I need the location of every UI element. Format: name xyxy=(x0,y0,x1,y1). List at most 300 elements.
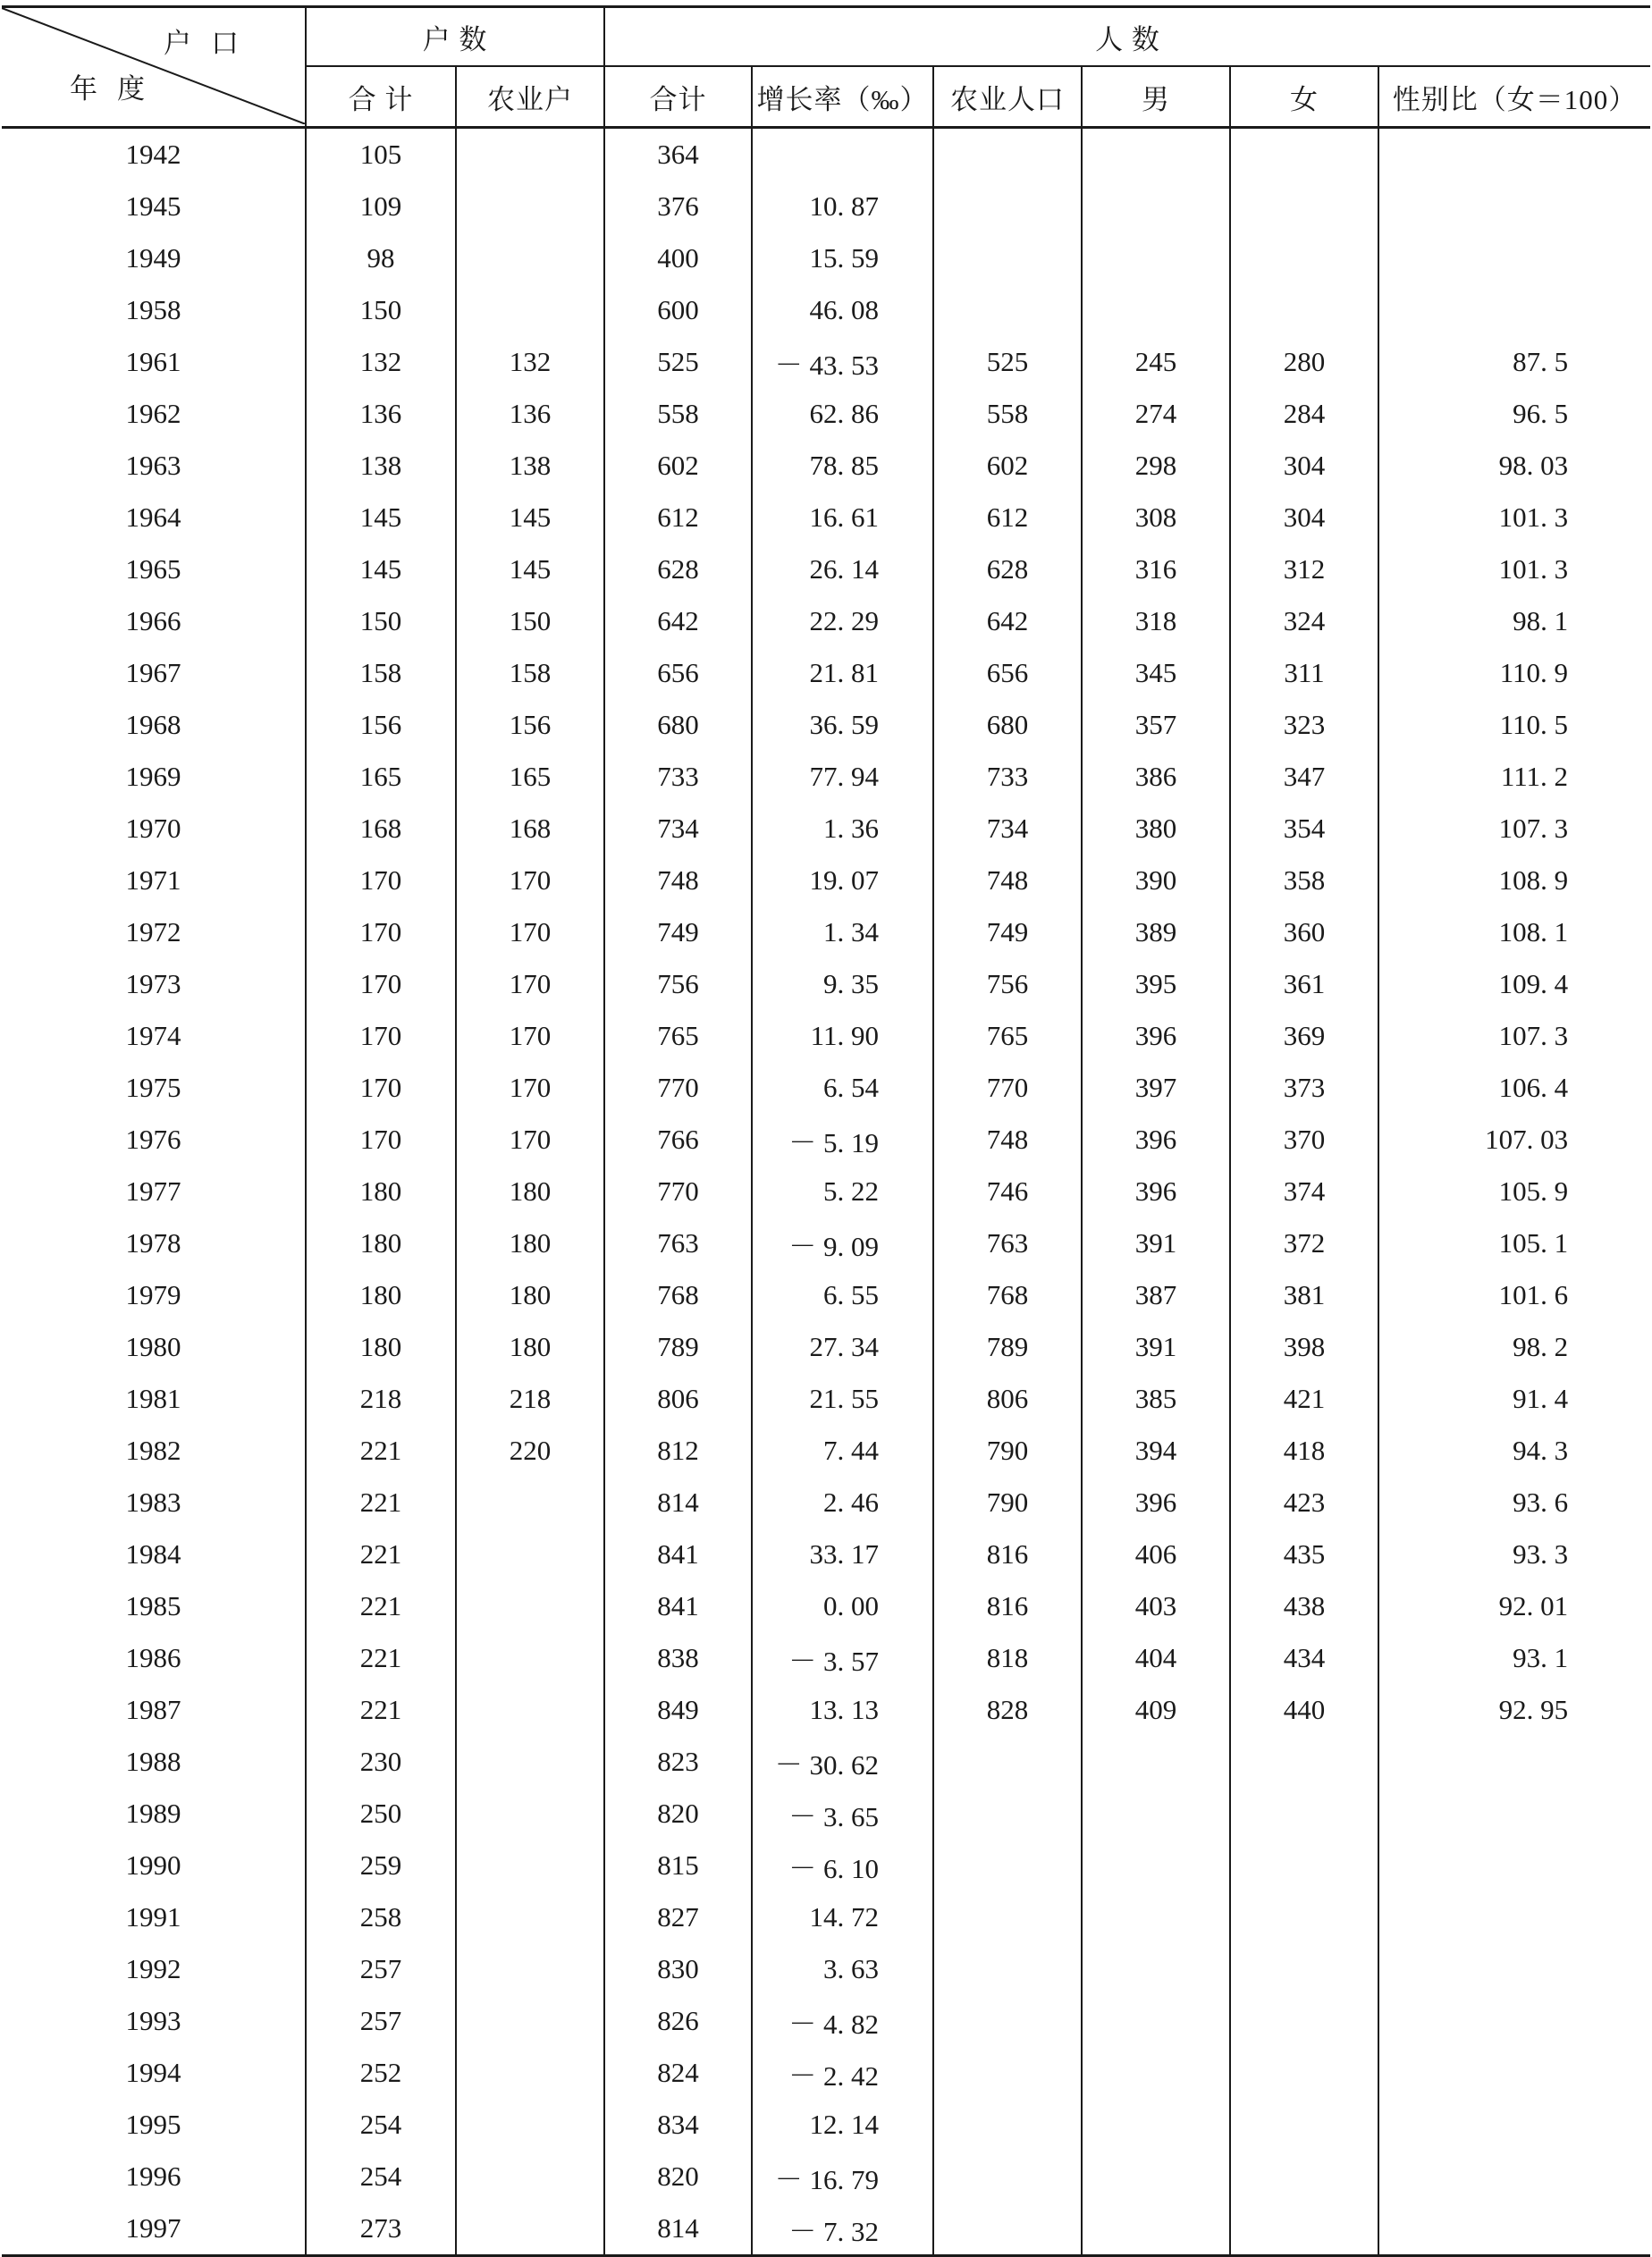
cell-year: 1997 xyxy=(2,2202,306,2256)
cell-growth-rate: 27. 34 xyxy=(752,1321,933,1373)
table-row xyxy=(2,1891,1650,1943)
cell-female: 312 xyxy=(1230,543,1378,595)
cell-agri-pop xyxy=(933,284,1082,336)
cell-households-agri: 180 xyxy=(456,1269,604,1321)
cell-female xyxy=(1230,1943,1378,1995)
cell-households-agri xyxy=(456,1684,604,1736)
cell-growth-rate: － 3. 65 xyxy=(752,1788,933,1840)
cell-pop-total: 814 xyxy=(604,1477,752,1529)
cell-agri-pop: 733 xyxy=(933,751,1082,803)
cell-growth-rate: － 43. 53 xyxy=(752,336,933,388)
cell-male: 397 xyxy=(1082,1062,1230,1114)
cell-pop-total: 789 xyxy=(604,1321,752,1373)
households-group-header: 户 数 xyxy=(306,7,604,67)
cell-agri-pop: 763 xyxy=(933,1217,1082,1269)
cell-sex-ratio: 107. 3 xyxy=(1378,803,1650,855)
cell-pop-total: 680 xyxy=(604,699,752,751)
cell-female: 304 xyxy=(1230,492,1378,543)
cell-agri-pop: 768 xyxy=(933,1269,1082,1321)
cell-agri-pop: 818 xyxy=(933,1632,1082,1684)
cell-agri-pop xyxy=(933,2151,1082,2202)
cell-pop-total: 642 xyxy=(604,595,752,647)
cell-female xyxy=(1230,1788,1378,1840)
cell-households-agri xyxy=(456,2099,604,2151)
cell-female xyxy=(1230,1891,1378,1943)
cell-agri-pop: 680 xyxy=(933,699,1082,751)
cell-female: 438 xyxy=(1230,1580,1378,1632)
cell-pop-total: 830 xyxy=(604,1943,752,1995)
cell-female xyxy=(1230,181,1378,232)
cell-sex-ratio: 110. 5 xyxy=(1378,699,1650,751)
cell-households-total: 136 xyxy=(306,388,456,440)
cell-year: 1971 xyxy=(125,864,181,896)
cell-households-agri: 220 xyxy=(456,1425,604,1477)
cell-households-agri: 132 xyxy=(456,336,604,388)
cell-male xyxy=(1082,181,1230,232)
table-row xyxy=(2,1373,1650,1425)
cell-sex-ratio xyxy=(1378,1943,1650,1995)
cell-pop-total: 734 xyxy=(604,803,752,855)
cell-sex-ratio: 101. 6 xyxy=(1378,1269,1650,1321)
cell-growth-rate: 5. 22 xyxy=(752,1166,933,1217)
cell-year: 1975 xyxy=(125,1072,181,1103)
cell-year: 1972 xyxy=(125,916,181,947)
cell-households-total: 170 xyxy=(306,906,456,958)
cell-pop-total: 841 xyxy=(604,1580,752,1632)
cell-households-agri xyxy=(456,232,604,284)
col-growth-rate: 增长率（‰） xyxy=(752,66,933,128)
cell-households-total: 254 xyxy=(306,2099,456,2151)
table-row xyxy=(2,1580,1650,1632)
cell-growth-rate: － 3. 57 xyxy=(752,1632,933,1684)
cell-pop-total: 815 xyxy=(604,1840,752,1891)
cell-female: 280 xyxy=(1230,336,1378,388)
cell-growth-rate: 16. 61 xyxy=(752,492,933,543)
cell-sex-ratio: 107. 03 xyxy=(1378,1114,1650,1166)
cell-year: 1978 xyxy=(125,1227,181,1259)
cell-male: 391 xyxy=(1082,1321,1230,1373)
cell-sex-ratio: 87. 5 xyxy=(1378,336,1650,388)
cell-agri-pop: 765 xyxy=(933,1010,1082,1062)
cell-year: 1994 xyxy=(125,2057,181,2088)
cell-male: 390 xyxy=(1082,855,1230,906)
cell-growth-rate: 6. 54 xyxy=(752,1062,933,1114)
cell-sex-ratio: 98. 1 xyxy=(1378,595,1650,647)
cell-pop-total: 733 xyxy=(604,751,752,803)
cell-female: 347 xyxy=(1230,751,1378,803)
cell-female: 423 xyxy=(1230,1477,1378,1529)
cell-growth-rate: 33. 17 xyxy=(752,1529,933,1580)
cell-pop-total: 806 xyxy=(604,1373,752,1425)
table-row xyxy=(2,855,1650,906)
cell-year: 1992 xyxy=(125,1953,181,1984)
cell-households-agri: 145 xyxy=(456,543,604,595)
cell-male xyxy=(1082,1788,1230,1840)
cell-growth-rate: 26. 14 xyxy=(752,543,933,595)
cell-year: 1961 xyxy=(125,346,181,377)
cell-male xyxy=(1082,2151,1230,2202)
cell-pop-total: 823 xyxy=(604,1736,752,1788)
cell-year: 1949 xyxy=(125,242,181,274)
table-row xyxy=(2,647,1650,699)
cell-male: 391 xyxy=(1082,1217,1230,1269)
cell-sex-ratio xyxy=(1378,2202,1650,2256)
cell-agri-pop: 656 xyxy=(933,647,1082,699)
table-row xyxy=(2,1114,1650,1166)
cell-female: 381 xyxy=(1230,1269,1378,1321)
table-row xyxy=(2,2047,1650,2099)
cell-female xyxy=(1230,284,1378,336)
table-row xyxy=(2,1943,1650,1995)
cell-year: 1991 xyxy=(125,1901,181,1933)
table-row xyxy=(2,181,1650,232)
cell-pop-total: 770 xyxy=(604,1166,752,1217)
cell-male xyxy=(1082,1943,1230,1995)
cell-agri-pop xyxy=(933,232,1082,284)
cell-sex-ratio: 108. 9 xyxy=(1378,855,1650,906)
cell-agri-pop: 790 xyxy=(933,1425,1082,1477)
cell-households-agri: 156 xyxy=(456,699,604,751)
cell-year: 1969 xyxy=(125,761,181,792)
cell-households-total: 170 xyxy=(306,1010,456,1062)
table-row xyxy=(2,1062,1650,1114)
cell-year: 1964 xyxy=(125,501,181,533)
cell-households-total: 218 xyxy=(306,1373,456,1425)
cell-year: 1945 xyxy=(125,190,181,222)
cell-households-agri: 145 xyxy=(456,492,604,543)
cell-growth-rate: － 30. 62 xyxy=(752,1736,933,1788)
cell-male xyxy=(1082,2047,1230,2099)
cell-pop-total: 827 xyxy=(604,1891,752,1943)
cell-households-agri xyxy=(456,1632,604,1684)
cell-households-total: 145 xyxy=(306,543,456,595)
cell-growth-rate: 6. 55 xyxy=(752,1269,933,1321)
cell-year: 1974 xyxy=(125,1020,181,1051)
cell-sex-ratio xyxy=(1378,128,1650,181)
cell-agri-pop: 748 xyxy=(933,1114,1082,1166)
cell-pop-total: 766 xyxy=(604,1114,752,1166)
cell-households-agri: 170 xyxy=(456,958,604,1010)
cell-households-agri: 158 xyxy=(456,647,604,699)
cell-sex-ratio xyxy=(1378,181,1650,232)
cell-households-total: 250 xyxy=(306,1788,456,1840)
cell-agri-pop: 756 xyxy=(933,958,1082,1010)
cell-growth-rate: 11. 90 xyxy=(752,1010,933,1062)
cell-year: 1962 xyxy=(125,398,181,429)
cell-year: 1942 xyxy=(125,139,181,170)
cell-growth-rate: － 2. 42 xyxy=(752,2047,933,2099)
cell-year: 1993 xyxy=(125,2005,181,2036)
cell-year: 1979 xyxy=(125,1279,181,1310)
cell-sex-ratio: 98. 03 xyxy=(1378,440,1650,492)
cell-growth-rate: － 5. 19 xyxy=(752,1114,933,1166)
population-household-table xyxy=(2,5,1650,2257)
cell-year: 1963 xyxy=(125,450,181,481)
cell-growth-rate: 14. 72 xyxy=(752,1891,933,1943)
cell-households-total: 259 xyxy=(306,1840,456,1891)
cell-agri-pop: 790 xyxy=(933,1477,1082,1529)
cell-male: 389 xyxy=(1082,906,1230,958)
cell-sex-ratio: 94. 3 xyxy=(1378,1425,1650,1477)
cell-female: 421 xyxy=(1230,1373,1378,1425)
cell-growth-rate: 3. 63 xyxy=(752,1943,933,1995)
cell-growth-rate: 7. 44 xyxy=(752,1425,933,1477)
cell-sex-ratio: 106. 4 xyxy=(1378,1062,1650,1114)
cell-year: 1984 xyxy=(125,1538,181,1570)
cell-male: 404 xyxy=(1082,1632,1230,1684)
cell-sex-ratio: 91. 4 xyxy=(1378,1373,1650,1425)
cell-households-agri: 138 xyxy=(456,440,604,492)
cell-pop-total: 820 xyxy=(604,2151,752,2202)
cell-female: 434 xyxy=(1230,1632,1378,1684)
cell-households-agri xyxy=(456,1840,604,1891)
cell-pop-total: 824 xyxy=(604,2047,752,2099)
cell-households-total: 257 xyxy=(306,1943,456,1995)
cell-households-total: 132 xyxy=(306,336,456,388)
col-male: 男 xyxy=(1082,66,1230,128)
cell-households-agri: 136 xyxy=(456,388,604,440)
cell-year: 1966 xyxy=(125,605,181,636)
cell-agri-pop: 602 xyxy=(933,440,1082,492)
cell-female: 323 xyxy=(1230,699,1378,751)
cell-female xyxy=(1230,2099,1378,2151)
cell-female: 435 xyxy=(1230,1529,1378,1580)
cell-male: 274 xyxy=(1082,388,1230,440)
cell-sex-ratio: 107. 3 xyxy=(1378,1010,1650,1062)
cell-sex-ratio: 98. 2 xyxy=(1378,1321,1650,1373)
cell-agri-pop: 746 xyxy=(933,1166,1082,1217)
cell-pop-total: 628 xyxy=(604,543,752,595)
cell-households-total: 221 xyxy=(306,1632,456,1684)
table-row xyxy=(2,751,1650,803)
cell-sex-ratio xyxy=(1378,284,1650,336)
cell-sex-ratio: 93. 6 xyxy=(1378,1477,1650,1529)
cell-pop-total: 841 xyxy=(604,1529,752,1580)
cell-female xyxy=(1230,1840,1378,1891)
cell-households-agri: 218 xyxy=(456,1373,604,1425)
cell-households-agri xyxy=(456,1891,604,1943)
table-row xyxy=(2,595,1650,647)
table-row xyxy=(2,336,1650,388)
cell-households-agri: 180 xyxy=(456,1217,604,1269)
cell-growth-rate: 19. 07 xyxy=(752,855,933,906)
table-row xyxy=(2,1166,1650,1217)
cell-sex-ratio: 110. 9 xyxy=(1378,647,1650,699)
cell-growth-rate: 62. 86 xyxy=(752,388,933,440)
cell-year: 1965 xyxy=(125,553,181,585)
cell-pop-total: 814 xyxy=(604,2202,752,2256)
col-sex-ratio: 性别比（女＝100） xyxy=(1378,66,1650,128)
cell-male: 316 xyxy=(1082,543,1230,595)
cell-pop-total: 525 xyxy=(604,336,752,388)
cell-growth-rate: 46. 08 xyxy=(752,284,933,336)
cell-agri-pop xyxy=(933,1840,1082,1891)
cell-households-total: 170 xyxy=(306,958,456,1010)
cell-year: 1982 xyxy=(125,1435,181,1466)
cell-pop-total: 558 xyxy=(604,388,752,440)
cell-growth-rate: 22. 29 xyxy=(752,595,933,647)
cell-agri-pop xyxy=(933,128,1082,181)
cell-agri-pop: 806 xyxy=(933,1373,1082,1425)
cell-male: 298 xyxy=(1082,440,1230,492)
cell-male: 380 xyxy=(1082,803,1230,855)
cell-male: 245 xyxy=(1082,336,1230,388)
cell-sex-ratio: 109. 4 xyxy=(1378,958,1650,1010)
cell-pop-total: 849 xyxy=(604,1684,752,1736)
cell-households-agri xyxy=(456,2151,604,2202)
cell-pop-total: 820 xyxy=(604,1788,752,1840)
cell-pop-total: 768 xyxy=(604,1269,752,1321)
cell-agri-pop: 770 xyxy=(933,1062,1082,1114)
cell-households-total: 221 xyxy=(306,1425,456,1477)
cell-sex-ratio: 92. 01 xyxy=(1378,1580,1650,1632)
cell-male: 394 xyxy=(1082,1425,1230,1477)
cell-sex-ratio: 101. 3 xyxy=(1378,543,1650,595)
cell-female: 374 xyxy=(1230,1166,1378,1217)
cell-pop-total: 364 xyxy=(604,128,752,181)
cell-pop-total: 600 xyxy=(604,284,752,336)
cell-pop-total: 612 xyxy=(604,492,752,543)
table-body xyxy=(2,128,1650,2256)
cell-growth-rate: 1. 36 xyxy=(752,803,933,855)
cell-households-total: 168 xyxy=(306,803,456,855)
cell-households-agri xyxy=(456,2202,604,2256)
cell-female: 304 xyxy=(1230,440,1378,492)
population-group-header: 人 数 xyxy=(604,7,1650,67)
cell-pop-total: 826 xyxy=(604,1995,752,2047)
cell-year: 1981 xyxy=(125,1383,181,1414)
cell-agri-pop xyxy=(933,2047,1082,2099)
cell-sex-ratio: 96. 5 xyxy=(1378,388,1650,440)
cell-female: 372 xyxy=(1230,1217,1378,1269)
corner-label-households: 户口 xyxy=(164,28,258,59)
cell-female: 311 xyxy=(1230,647,1378,699)
cell-agri-pop: 642 xyxy=(933,595,1082,647)
cell-male: 403 xyxy=(1082,1580,1230,1632)
cell-pop-total: 838 xyxy=(604,1632,752,1684)
table-row xyxy=(2,1840,1650,1891)
cell-households-total: 165 xyxy=(306,751,456,803)
cell-female xyxy=(1230,1995,1378,2047)
cell-sex-ratio: 105. 9 xyxy=(1378,1166,1650,1217)
cell-female: 370 xyxy=(1230,1114,1378,1166)
cell-sex-ratio: 105. 1 xyxy=(1378,1217,1650,1269)
cell-growth-rate: 9. 35 xyxy=(752,958,933,1010)
cell-male: 386 xyxy=(1082,751,1230,803)
cell-female: 369 xyxy=(1230,1010,1378,1062)
cell-agri-pop xyxy=(933,181,1082,232)
cell-households-total: 170 xyxy=(306,855,456,906)
cell-female: 354 xyxy=(1230,803,1378,855)
cell-households-total: 180 xyxy=(306,1321,456,1373)
cell-households-total: 98 xyxy=(306,232,456,284)
cell-male: 396 xyxy=(1082,1114,1230,1166)
cell-households-agri xyxy=(456,181,604,232)
cell-households-agri xyxy=(456,1736,604,1788)
cell-households-agri xyxy=(456,1477,604,1529)
cell-agri-pop xyxy=(933,2202,1082,2256)
cell-households-total: 221 xyxy=(306,1529,456,1580)
cell-agri-pop: 816 xyxy=(933,1580,1082,1632)
cell-female: 358 xyxy=(1230,855,1378,906)
corner-label-year: 年度 xyxy=(70,73,164,105)
cell-female xyxy=(1230,128,1378,181)
cell-growth-rate: 13. 13 xyxy=(752,1684,933,1736)
cell-growth-rate: 12. 14 xyxy=(752,2099,933,2151)
table-row xyxy=(2,1995,1650,2047)
cell-agri-pop xyxy=(933,1995,1082,2047)
cell-male: 385 xyxy=(1082,1373,1230,1425)
table-row xyxy=(2,1632,1650,1684)
cell-households-agri xyxy=(456,1529,604,1580)
cell-households-total: 221 xyxy=(306,1477,456,1529)
cell-sex-ratio xyxy=(1378,1788,1650,1840)
cell-households-total: 150 xyxy=(306,284,456,336)
col-pop-total: 合计 xyxy=(604,66,752,128)
cell-households-total: 170 xyxy=(306,1062,456,1114)
cell-female: 398 xyxy=(1230,1321,1378,1373)
cell-households-agri xyxy=(456,1788,604,1840)
cell-pop-total: 749 xyxy=(604,906,752,958)
table-row xyxy=(2,1477,1650,1529)
cell-male xyxy=(1082,1995,1230,2047)
table-row xyxy=(2,492,1650,543)
cell-male xyxy=(1082,2202,1230,2256)
cell-female xyxy=(1230,2202,1378,2256)
cell-pop-total: 763 xyxy=(604,1217,752,1269)
cell-sex-ratio: 93. 1 xyxy=(1378,1632,1650,1684)
cell-households-total: 105 xyxy=(306,128,456,181)
cell-households-agri xyxy=(456,284,604,336)
cell-households-agri: 180 xyxy=(456,1321,604,1373)
col-agri-pop: 农业人口 xyxy=(933,66,1082,128)
cell-female: 373 xyxy=(1230,1062,1378,1114)
table-row xyxy=(2,699,1650,751)
cell-year: 1987 xyxy=(125,1694,181,1725)
cell-year: 1980 xyxy=(125,1331,181,1362)
cell-female: 324 xyxy=(1230,595,1378,647)
cell-growth-rate: 21. 81 xyxy=(752,647,933,699)
cell-households-agri: 170 xyxy=(456,1010,604,1062)
cell-households-agri xyxy=(456,1580,604,1632)
cell-female: 360 xyxy=(1230,906,1378,958)
col-female: 女 xyxy=(1230,66,1378,128)
cell-households-total: 254 xyxy=(306,2151,456,2202)
cell-male: 318 xyxy=(1082,595,1230,647)
cell-year: 1995 xyxy=(125,2109,181,2140)
cell-households-agri xyxy=(456,1995,604,2047)
cell-pop-total: 602 xyxy=(604,440,752,492)
cell-pop-total: 834 xyxy=(604,2099,752,2151)
cell-male: 357 xyxy=(1082,699,1230,751)
cell-households-total: 273 xyxy=(306,2202,456,2256)
table-row xyxy=(2,2151,1650,2202)
cell-households-total: 252 xyxy=(306,2047,456,2099)
cell-agri-pop: 612 xyxy=(933,492,1082,543)
cell-households-total: 145 xyxy=(306,492,456,543)
cell-agri-pop xyxy=(933,1891,1082,1943)
cell-year: 1977 xyxy=(125,1175,181,1207)
cell-female: 418 xyxy=(1230,1425,1378,1477)
cell-year: 1989 xyxy=(125,1798,181,1829)
cell-agri-pop: 734 xyxy=(933,803,1082,855)
table-row xyxy=(2,1529,1650,1580)
cell-agri-pop xyxy=(933,1736,1082,1788)
table-row xyxy=(2,1010,1650,1062)
cell-pop-total: 400 xyxy=(604,232,752,284)
table-row xyxy=(2,1425,1650,1477)
cell-pop-total: 812 xyxy=(604,1425,752,1477)
